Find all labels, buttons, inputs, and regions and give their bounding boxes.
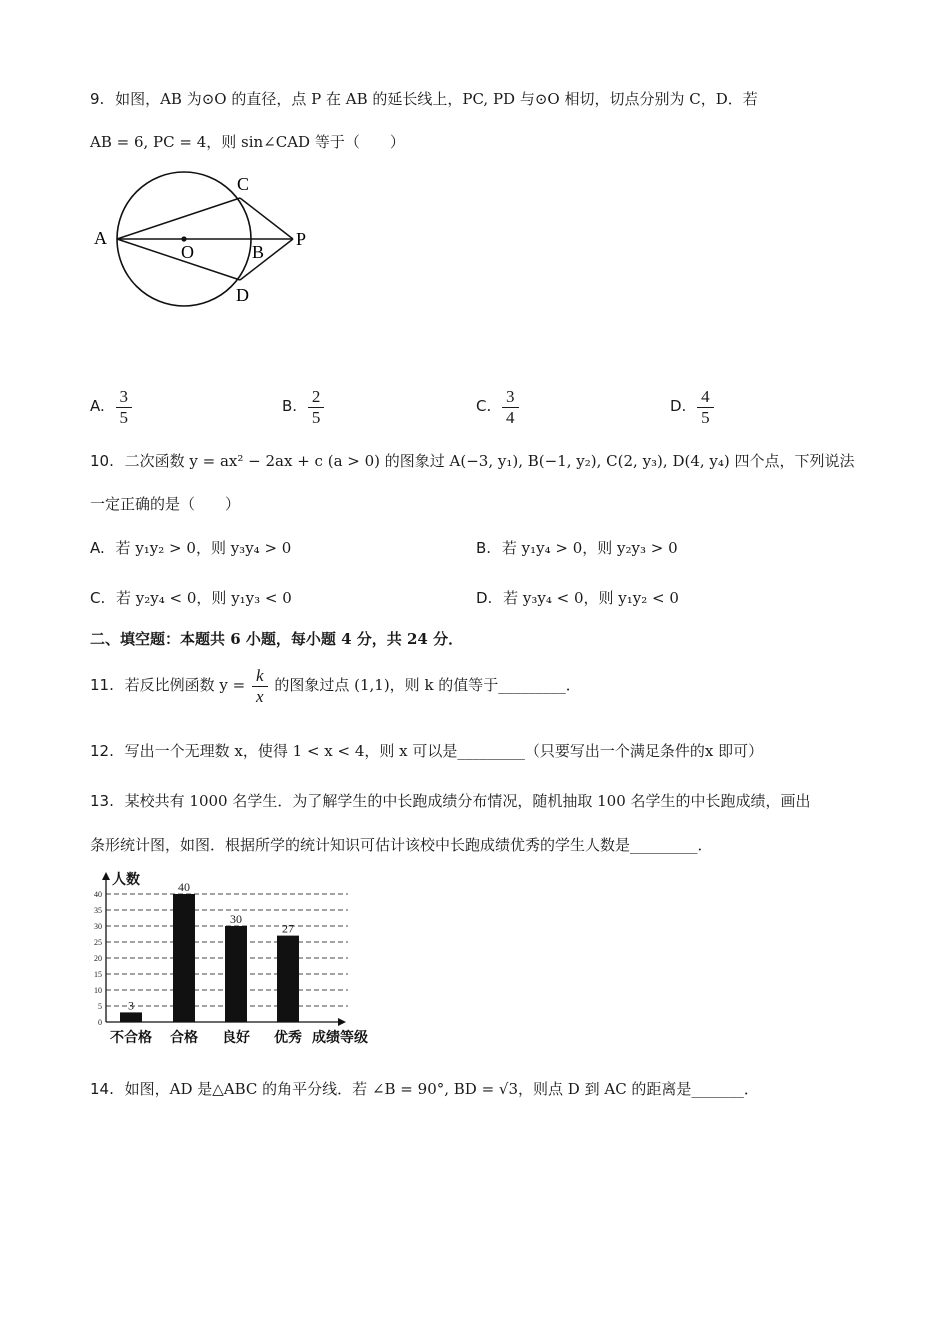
y-tick-label: 30 (94, 922, 102, 931)
q9-line1 (90, 88, 758, 109)
y-tick-label: 15 (94, 970, 102, 979)
y-tick-label: 25 (94, 938, 102, 947)
y-axis-label: 人数 (112, 873, 140, 888)
q14-text: 如图，AD 是△ABC 的角平分线．若 ∠B = 90°, BD = √3，则点 D 到 AC 的距离是_______． (124, 1080, 759, 1098)
fraction: $\frac{3}{5}$ (118, 387, 131, 427)
q10-option-d[interactable]: D. 若 y₃y₄ < 0，则 y₁y₂ < 0 (476, 589, 679, 607)
q13-number: 13. (90, 792, 114, 810)
bar (173, 894, 195, 1022)
q9-text-line1: 如图，AB 为⊙O 的直径，点 P 在 AB 的延长线上，PC, PD 与⊙O 相切，切点分别为 C，D．若 (115, 90, 758, 108)
q12-line (90, 740, 763, 761)
label-d: D (236, 285, 249, 305)
label-b: B (252, 242, 265, 262)
q12-text: 写出一个无理数 x，使得 1 < x < 4，则 x 可以是_________（只要写出一个满足条件的x 即可） (124, 742, 764, 760)
q9-option-b[interactable]: B. $\frac{2}{5}$ (282, 387, 322, 427)
fraction: $\frac{2}{5}$ (310, 387, 323, 427)
q10-option-b[interactable]: B. 若 y₁y₄ > 0，则 y₂y₃ > 0 (476, 539, 678, 557)
line-ac (117, 198, 240, 239)
y-tick-label: 10 (94, 986, 102, 995)
line-ad (117, 239, 240, 280)
center-dot (181, 236, 186, 241)
q13-text-line1: 某校共有 1000 名学生．为了解学生的中长跑成绩分布情况，随机抽取 100 名学生的中长跑成绩，画出 (124, 792, 811, 810)
q11-post: 的图象过点 (1,1)，则 k 的值等于_________． (274, 676, 581, 695)
fraction: $\frac{4}{5}$ (699, 387, 712, 427)
bar-value-label: 30 (230, 912, 242, 926)
y-tick-label: 5 (98, 1002, 102, 1011)
q11-pre: 若反比例函数 y = (124, 676, 246, 695)
y-tick-label: 0 (98, 1018, 102, 1027)
section2-heading: 二、填空题：本题共 6 小题，每小题 4 分，共 24 分． (90, 630, 464, 648)
y-tick-label: 40 (94, 890, 102, 899)
x-axis-label: 成绩等级 (312, 1031, 368, 1046)
label-p: P (296, 229, 307, 249)
q9-option-d[interactable]: D. $\frac{4}{5}$ (670, 387, 712, 427)
q10-text-line1: 二次函数 y = ax² − 2ax + c (a > 0) 的图象过 A(−3, y₁), B(−1, y₂), C(2, y₃), D(4, y₄) 四个点，下列说法 (124, 452, 855, 470)
bar (277, 936, 299, 1022)
label-c: C (237, 174, 250, 194)
category-label: 良好 (222, 1031, 250, 1046)
category-label: 合格 (170, 1031, 198, 1046)
q13-line1 (90, 790, 811, 811)
q10-line1 (90, 450, 855, 471)
q9-number: 9. (90, 90, 105, 108)
fraction: $\frac{3}{4}$ (504, 387, 517, 427)
category-label: 优秀 (274, 1031, 302, 1046)
q14-number: 14. (90, 1080, 114, 1098)
q10-option-a[interactable]: A. 若 y₁y₂ > 0，则 y₃y₄ > 0 (90, 539, 292, 557)
bar-value-label: 3 (128, 998, 134, 1013)
q9-option-c[interactable]: C. $\frac{3}{4}$ (476, 387, 517, 427)
y-tick-label: 35 (94, 906, 102, 915)
bar (225, 926, 247, 1022)
q9-option-a[interactable]: A. $\frac{3}{5}$ (90, 387, 130, 427)
x-axis-arrow (338, 1018, 346, 1026)
q11-fraction: $\frac{k}{x}$ (254, 666, 266, 706)
y-tick-label: 20 (94, 954, 102, 963)
q10-option-c[interactable]: C. 若 y₂y₄ < 0，则 y₁y₃ < 0 (90, 589, 292, 607)
q10-number: 10. (90, 452, 114, 470)
category-label: 不合格 (110, 1031, 152, 1046)
q11-number: 11. (90, 676, 114, 695)
label-a: A (94, 228, 107, 248)
bar (120, 1012, 142, 1022)
q10-text-line2: 一定正确的是（ ） (90, 495, 241, 513)
bar-value-label: 27 (282, 921, 294, 936)
label-o: O (181, 242, 194, 262)
q12-number: 12. (90, 742, 114, 760)
bar-value-label: 40 (178, 880, 190, 894)
q9-circle-diagram (90, 170, 320, 310)
y-axis-arrow (102, 872, 110, 880)
q14-line (90, 1078, 759, 1099)
bar-chart (88, 868, 388, 1050)
q13-text-line2: 条形统计图，如图．根据所学的统计知识可估计该校中长跑成绩优秀的学生人数是_________． (90, 836, 713, 854)
q11-line (90, 666, 581, 706)
q9-text-line2: AB = 6, PC = 4，则 sin∠CAD 等于（ ） (90, 133, 405, 151)
